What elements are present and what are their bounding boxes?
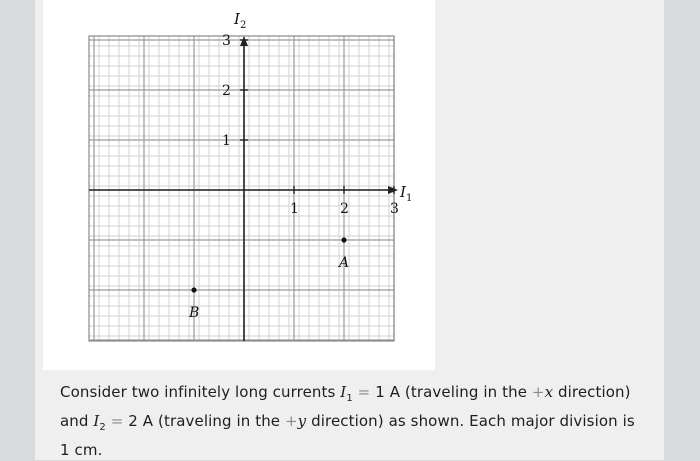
y-axis-arrow — [240, 36, 248, 46]
x-tick-label: 1 — [290, 201, 299, 217]
point-a-label: A — [339, 255, 350, 271]
point-b-dot — [191, 287, 196, 292]
grid-lines — [89, 36, 394, 341]
grid-border — [89, 36, 394, 341]
x-tick-label: 2 — [340, 201, 349, 217]
y-axis-label: $I_2$ — [234, 10, 247, 31]
x-tick-label: 3 — [390, 201, 399, 217]
y-tick-label: 2 — [222, 83, 231, 99]
x-axis-label: $I_1$ — [400, 183, 413, 204]
y-tick-label: 1 — [222, 133, 231, 149]
problem-statement: Consider two infinitely long currents $I_1 = 1$ A (traveling in the +x direction) and $I_2 = 2$ A (traveling in the +y direction) as shown. Each major division is 1 cm. — [60, 383, 635, 459]
x-axis-arrow — [388, 186, 398, 194]
axes — [89, 36, 398, 341]
point-a-dot — [341, 237, 346, 242]
y-tick-label: 3 — [222, 33, 231, 49]
point-b-label: B — [189, 305, 200, 321]
